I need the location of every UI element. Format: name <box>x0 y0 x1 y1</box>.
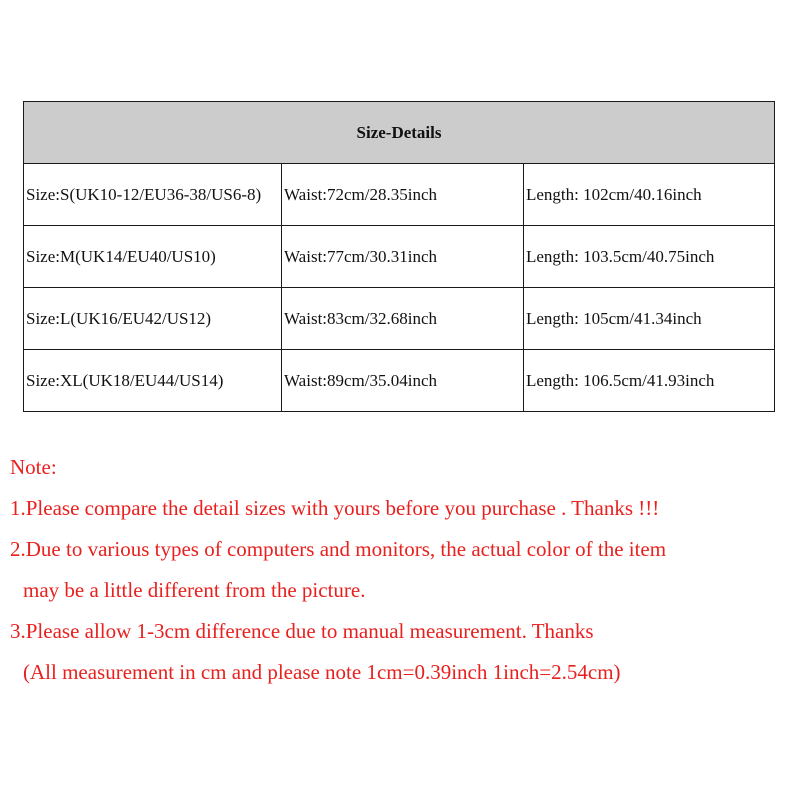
table-row <box>24 350 775 412</box>
table-header-row <box>24 102 775 164</box>
length-cell: Length: 103.5cm/40.75inch <box>524 226 775 288</box>
waist-cell: Waist:89cm/35.04inch <box>282 350 524 412</box>
note-line-3-continued: (All measurement in cm and please note 1cm=0.39inch 1inch=2.54cm) <box>23 660 621 684</box>
length-cell: Length: 106.5cm/41.93inch <box>524 350 775 412</box>
waist-cell: Waist:72cm/28.35inch <box>282 164 524 226</box>
note-title: Note: <box>10 455 57 479</box>
size-details-table <box>23 101 775 412</box>
size-cell: Size:XL(UK18/EU44/US14) <box>24 350 282 412</box>
length-cell: Length: 105cm/41.34inch <box>524 288 775 350</box>
note-line-2: 2.Due to various types of computers and monitors, the actual color of the item <box>10 537 667 561</box>
table-row <box>24 164 775 226</box>
size-cell: Size:S(UK10-12/EU36-38/US6-8) <box>24 164 282 226</box>
table-header: Size-Details <box>24 102 775 164</box>
table-row <box>24 288 775 350</box>
waist-cell: Waist:83cm/32.68inch <box>282 288 524 350</box>
waist-cell: Waist:77cm/30.31inch <box>282 226 524 288</box>
note-line-2-continued: may be a little different from the picture. <box>23 578 366 602</box>
note-line-3: 3.Please allow 1-3cm difference due to manual measurement. Thanks <box>10 619 594 643</box>
length-cell: Length: 102cm/40.16inch <box>524 164 775 226</box>
note-line-1: 1.Please compare the detail sizes with yours before you purchase . Thanks !!! <box>10 496 660 520</box>
table-row <box>24 226 775 288</box>
notes-section <box>10 447 795 693</box>
size-cell: Size:M(UK14/EU40/US10) <box>24 226 282 288</box>
size-cell: Size:L(UK16/EU42/US12) <box>24 288 282 350</box>
